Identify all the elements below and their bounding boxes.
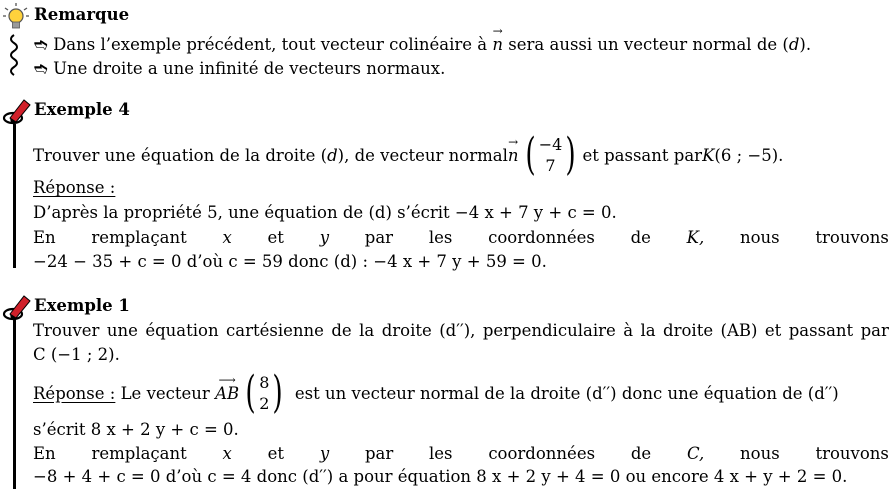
exemple-1-reponse-label: Réponse : xyxy=(33,383,116,403)
pencil-icon xyxy=(2,292,32,322)
exemple-1-question-line-2: C (−1 ; 2). xyxy=(33,345,120,364)
remarque-item-1: ➬ Dans l’exemple précédent, tout vecteur colinéaire à → n sera aussi un vecteur normal de (d). xyxy=(34,24,812,54)
exemple-4-line-2: En remplaçant x et y par les coordonnées de K, nous trouvons xyxy=(33,228,889,247)
bullet-icon: ➬ xyxy=(34,35,48,54)
exemple-1-question-line-1: Trouver une équation cartésienne de la droite (d′′), perpendiculaire à la droite (AB) et passant par xyxy=(33,321,889,340)
exemple-4-reponse-label: Réponse : xyxy=(33,178,116,197)
remarque-title: Remarque xyxy=(34,5,130,24)
exemple-4-question: Trouver une équation de la droite ( d ), de vecteur normal → n ( −4 7 ) et passant par K (6 ; −5). xyxy=(33,129,784,180)
exemple-1-line-4: −8 + 4 + c = 0 d’où c = 4 donc (d′′) a pour équation 8 x + 2 y + 4 = 0 ou encore 4 x + y + 2 = 0. xyxy=(33,467,848,486)
exemple-1-title: Exemple 1 xyxy=(34,296,130,315)
squiggle-icon xyxy=(6,34,22,76)
pencil-icon xyxy=(2,96,32,126)
vector-n-coords: ( −4 7 ) xyxy=(524,129,577,180)
bullet-icon: ➬ xyxy=(34,59,48,78)
exemple-4-line-3: −24 − 35 + c = 0 d’où c = 59 donc (d) : −4 x + 7 y + 59 = 0. xyxy=(33,252,547,271)
exemple-1-bar xyxy=(13,318,16,489)
exemple-1-reponse-line: Réponse : Le vecteur ⟶ AB ( 8 2 ) est un vecteur normal de la droite (d′′) donc une équation de (d′′) xyxy=(33,367,839,418)
vector-ab-coords: ( 8 2 ) xyxy=(245,367,284,418)
exemple-4-bar xyxy=(13,124,16,268)
remarque-item-2: ➬ Une droite a une infinité de vecteurs normaux. xyxy=(34,59,446,78)
exemple-1-line-3: En remplaçant x et y par les coordonnées de C, nous trouvons xyxy=(33,444,889,463)
exemple-4-line-1: D’après la propriété 5, une équation de (d) s’écrit −4 x + 7 y + c = 0. xyxy=(33,203,617,222)
exemple-1-line-2: s’écrit 8 x + 2 y + c = 0. xyxy=(33,420,239,439)
exemple-4-title: Exemple 4 xyxy=(34,100,130,119)
lightbulb-icon xyxy=(2,2,30,32)
